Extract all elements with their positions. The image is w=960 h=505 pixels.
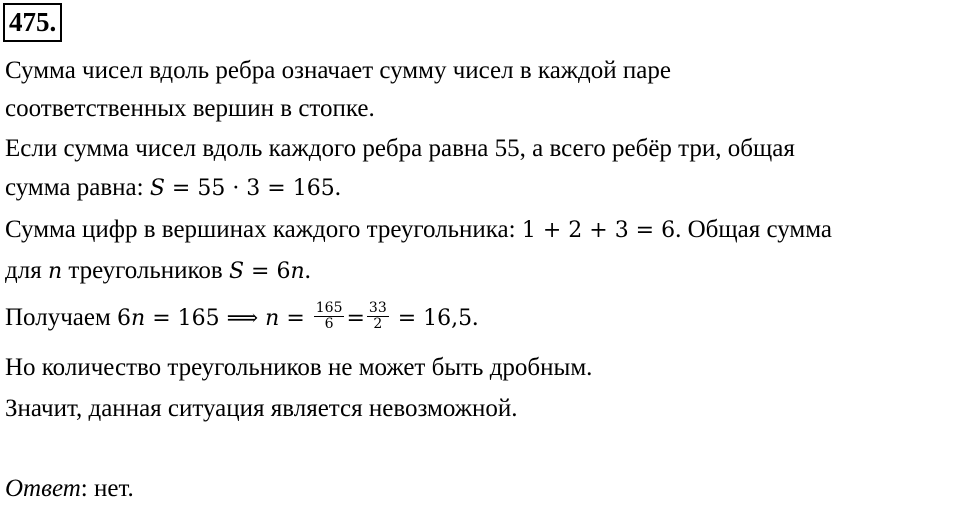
text-line-1: Сумма чисел вдоль ребра означает сумму чисел в каждой паре [5,57,671,84]
text-line-5-end: . Общая сумма [675,216,832,243]
var-s: S [228,259,245,284]
text-line-5-text: Сумма цифр в вершинах каждого треугольника: [5,216,522,243]
text-line-6-a: для [5,257,48,284]
period: . [334,174,341,201]
text-line-9: Значит, данная ситуация является невозможной. [5,395,518,422]
text-line-6-b: треугольников [62,257,229,284]
equation-part: = [279,306,312,331]
equation-part: 6 [117,306,132,331]
fraction-165-6 [314,301,345,332]
equation-part: = 6 [244,259,291,284]
equation-total: = 55 · 3 = 165 [164,176,335,201]
var-n: n [290,259,305,284]
text-line-6 [5,255,311,288]
var-s: S [149,176,165,201]
var-n: n [265,306,280,331]
text-line-4 [5,172,341,205]
fraction-33-2 [367,301,389,332]
text-line-8: Но количество треугольников не может быть дробным. [5,354,593,381]
equals-sign: = [346,306,365,331]
text-line-5 [5,214,832,247]
text-line-7-text: Получаем [5,304,118,331]
answer-label: Ответ [5,475,81,502]
answer-value: : нет. [80,475,134,502]
text-line-2: соответственных вершин в стопке. [5,95,375,122]
answer-line [5,473,134,505]
period: . [304,257,311,284]
equation-digits: 1 + 2 + 3 = 6 [521,218,676,243]
var-n: n [47,259,63,284]
text-line-7 [5,299,479,335]
period: . [472,304,479,331]
equation-result: = 16,5 [390,306,473,331]
problem-number: 475. [3,3,62,42]
text-line-4-text: сумма равна: [5,174,150,201]
fraction-numerator: 165 [315,299,343,316]
var-n: n [131,306,146,331]
equation-part: = 165 ⟹ [145,306,266,331]
fraction-denominator: 2 [373,315,383,332]
fraction-numerator: 33 [368,299,387,316]
text-line-3: Если сумма чисел вдоль каждого ребра равна 55, а всего ребёр три, общая [5,135,795,162]
fraction-denominator: 6 [324,315,334,332]
